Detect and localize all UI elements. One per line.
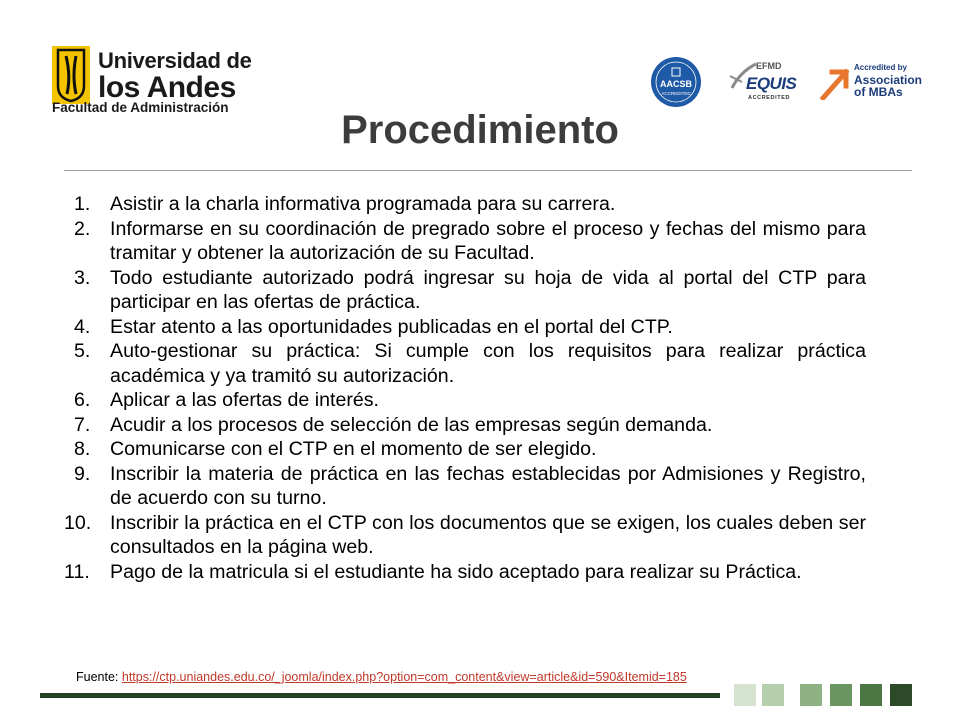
title-divider	[64, 170, 912, 171]
step-number: 9.	[74, 462, 91, 485]
equis-badge	[728, 58, 802, 108]
list-item	[64, 217, 866, 266]
amba-badge	[820, 62, 923, 106]
step-number: 3.	[74, 266, 91, 289]
list-item	[64, 462, 866, 511]
step-text: Auto-gestionar su práctica: Si cumple con los requisitos para realizar práctica académica y ya tramitó su autorización.	[110, 340, 866, 387]
list-item	[64, 192, 866, 217]
step-number: 10.	[64, 511, 92, 534]
list-item	[64, 266, 866, 315]
footer-square	[762, 684, 784, 706]
footer-square	[734, 684, 756, 706]
step-number: 1.	[74, 193, 91, 215]
step-number: 2.	[74, 217, 91, 240]
list-item	[64, 315, 866, 340]
step-text: Asistir a la charla informativa programada para su carrera.	[110, 193, 616, 215]
step-text: Informarse en su coordinación de pregrado sobre el proceso y fechas del mismo para tramitar y obtener la autorización de su Facultad.	[110, 217, 866, 264]
step-text: Inscribir la materia de práctica en las fechas establecidas por Admisiones y Registro, de acuerdo con su turno.	[110, 462, 866, 509]
equis-name-text: EQUIS	[746, 74, 797, 93]
equis-accredited-text: ACCREDITED	[748, 95, 791, 101]
footer-square	[800, 684, 822, 706]
footer-square	[830, 684, 852, 706]
source-link[interactable]: https://ctp.uniandes.edu.co/_joomla/index.php?option=com_content&view=article&id=590&Itemid=185	[121, 670, 687, 684]
logo-faculty-text: Facultad de Administración	[52, 100, 229, 115]
svg-text:AACSB: AACSB	[659, 79, 693, 89]
amba-text	[854, 62, 922, 98]
step-text: Pago de la matricula si el estudiante ha sido aceptado para realizar su Práctica.	[110, 560, 802, 583]
amba-arrow-icon	[820, 66, 850, 100]
list-item	[64, 560, 866, 585]
list-item	[64, 437, 866, 462]
source-label: Fuente:	[76, 670, 119, 684]
list-item	[64, 339, 866, 388]
logo-text-line1: Universidad de	[98, 48, 252, 73]
amba-line2: Association	[854, 73, 923, 87]
step-number: 8.	[74, 438, 91, 460]
footer-bar	[40, 693, 720, 698]
list-item	[64, 413, 866, 438]
source-citation	[76, 670, 687, 684]
step-number: 5.	[74, 340, 91, 362]
svg-text:ACCREDITED: ACCREDITED	[661, 91, 691, 96]
amba-line3: of MBAs	[854, 85, 903, 99]
logo-text-line2: los Andes	[98, 71, 236, 104]
aacsb-badge-icon	[650, 56, 702, 108]
footer-square	[860, 684, 882, 706]
step-text: Todo estudiante autorizado podrá ingresar su hoja de vida al portal del CTP para participar en las ofertas de práctica.	[110, 266, 866, 313]
step-number: 6.	[74, 389, 91, 411]
amba-line1: Accredited by	[854, 63, 907, 72]
footer-square	[890, 684, 912, 706]
step-number: 4.	[74, 315, 91, 338]
step-text: Inscribir la práctica en el CTP con los documentos que se exigen, los cuales deben ser consultados en la página web.	[110, 511, 866, 558]
step-text: Aplicar a las ofertas de interés.	[110, 389, 380, 411]
page-title: Procedimiento	[341, 108, 619, 152]
equis-efmd-text: EFMD	[756, 61, 782, 71]
university-crest-icon	[52, 46, 90, 104]
list-item	[64, 511, 866, 560]
step-number: 7.	[74, 413, 91, 436]
step-text: Acudir a los procesos de selección de las empresas según demanda.	[110, 413, 713, 436]
step-number: 11.	[64, 560, 90, 583]
step-text: Comunicarse con el CTP en el momento de ser elegido.	[110, 438, 597, 460]
step-text: Estar atento a las oportunidades publicadas en el portal del CTP.	[110, 315, 673, 338]
procedure-list	[64, 192, 866, 584]
list-item	[64, 388, 866, 413]
